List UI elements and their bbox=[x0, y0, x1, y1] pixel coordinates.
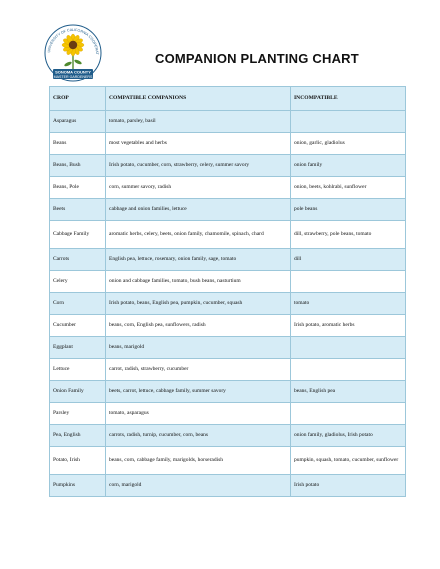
header-compatible: COMPATIBLE COMPANIONS bbox=[106, 87, 291, 111]
incompatible-cell bbox=[291, 271, 406, 293]
table-row bbox=[50, 177, 406, 199]
compatible-cell: beans, corn, English pea, sunflowers, radish bbox=[106, 315, 291, 337]
crop-cell: Cabbage Family bbox=[50, 221, 106, 249]
crop-cell: Corn bbox=[50, 293, 106, 315]
table-row bbox=[50, 475, 406, 497]
table-row bbox=[50, 337, 406, 359]
crop-cell: Onion Family bbox=[50, 381, 106, 403]
incompatible-cell: dill, strawberry, pole beans, tomato bbox=[291, 221, 406, 249]
table-row bbox=[50, 271, 406, 293]
crop-cell: Celery bbox=[50, 271, 106, 293]
compatible-cell: beans, marigold bbox=[106, 337, 291, 359]
table-row bbox=[50, 249, 406, 271]
compatible-cell: tomato, asparagus bbox=[106, 403, 291, 425]
incompatible-cell bbox=[291, 337, 406, 359]
crop-cell: Asparagus bbox=[50, 111, 106, 133]
compatible-cell: onion and cabbage families, tomato, bush beans, nasturtium bbox=[106, 271, 291, 293]
incompatible-cell: dill bbox=[291, 249, 406, 271]
table-row bbox=[50, 315, 406, 337]
incompatible-cell: Irish potato, aromatic herbs bbox=[291, 315, 406, 337]
table-row bbox=[50, 293, 406, 315]
compatible-cell: cabbage and onion families, lettuce bbox=[106, 199, 291, 221]
crop-cell: Carrots bbox=[50, 249, 106, 271]
crop-cell: Beans, Bush bbox=[50, 155, 106, 177]
logo-top-text: UNIVERSITY OF CALIFORNIA COOPERAT bbox=[47, 27, 100, 55]
crop-cell: Cucumber bbox=[50, 315, 106, 337]
table-row bbox=[50, 403, 406, 425]
compatible-cell: beans, corn, cabbage family, marigolds, horseradish bbox=[106, 447, 291, 475]
compatible-cell: English pea, lettuce, rosemary, onion family, sage, tomato bbox=[106, 249, 291, 271]
header-incompatible: INCOMPATIBLE bbox=[291, 87, 406, 111]
crop-cell: Beets bbox=[50, 199, 106, 221]
incompatible-cell: beans, English pea bbox=[291, 381, 406, 403]
incompatible-cell: onion, beets, kohlrabi, sunflower bbox=[291, 177, 406, 199]
logo-county-text: SONOMA COUNTY bbox=[55, 69, 91, 75]
companion-table bbox=[49, 86, 406, 497]
table-row bbox=[50, 155, 406, 177]
compatible-cell: carrots, radish, turnip, cucumber, corn, beans bbox=[106, 425, 291, 447]
incompatible-cell bbox=[291, 403, 406, 425]
compatible-cell: beets, carrot, lettuce, cabbage family, summer savory bbox=[106, 381, 291, 403]
incompatible-cell: pole beans bbox=[291, 199, 406, 221]
crop-cell: Eggplant bbox=[50, 337, 106, 359]
incompatible-cell: onion family bbox=[291, 155, 406, 177]
compatible-cell: Irish potato, beans, English pea, pumpkin, cucumber, squash bbox=[106, 293, 291, 315]
crop-cell: Parsley bbox=[50, 403, 106, 425]
crop-cell: Pumpkins bbox=[50, 475, 106, 497]
incompatible-cell: Irish potato bbox=[291, 475, 406, 497]
table-header-row bbox=[50, 87, 406, 111]
table-row bbox=[50, 425, 406, 447]
table-row bbox=[50, 447, 406, 475]
crop-cell: Beans bbox=[50, 133, 106, 155]
compatible-cell: most vegetables and herbs bbox=[106, 133, 291, 155]
crop-cell: Pea, English bbox=[50, 425, 106, 447]
incompatible-cell: tomato bbox=[291, 293, 406, 315]
incompatible-cell bbox=[291, 359, 406, 381]
header-crop: CROP bbox=[50, 87, 106, 111]
compatible-cell: tomato, parsley, basil bbox=[106, 111, 291, 133]
compatible-cell: Irish potato, cucumber, corn, strawberry, celery, summer savory bbox=[106, 155, 291, 177]
table-row bbox=[50, 199, 406, 221]
logo-org-text: MASTER GARDENERS bbox=[53, 75, 93, 79]
table-body bbox=[50, 111, 406, 497]
page-title: COMPANION PLANTING CHART bbox=[155, 51, 359, 66]
compatible-cell: carrot, radish, strawberry, cucumber bbox=[106, 359, 291, 381]
table-row bbox=[50, 221, 406, 249]
incompatible-cell: pumpkin, squash, tomato, cucumber, sunflower bbox=[291, 447, 406, 475]
compatible-cell: corn, marigold bbox=[106, 475, 291, 497]
table-row bbox=[50, 133, 406, 155]
crop-cell: Lettuce bbox=[50, 359, 106, 381]
compatible-cell: aromatic herbs, celery, beets, onion family, chamomile, spinach, chard bbox=[106, 221, 291, 249]
sunflower-logo-icon bbox=[44, 24, 102, 82]
compatible-cell: corn, summer savory, radish bbox=[106, 177, 291, 199]
table-row bbox=[50, 381, 406, 403]
incompatible-cell: onion, garlic, gladiolus bbox=[291, 133, 406, 155]
crop-cell: Beans, Pole bbox=[50, 177, 106, 199]
table-row bbox=[50, 111, 406, 133]
table-row bbox=[50, 359, 406, 381]
incompatible-cell bbox=[291, 111, 406, 133]
incompatible-cell: onion family, gladiolus, Irish potato bbox=[291, 425, 406, 447]
crop-cell: Potato, Irish bbox=[50, 447, 106, 475]
